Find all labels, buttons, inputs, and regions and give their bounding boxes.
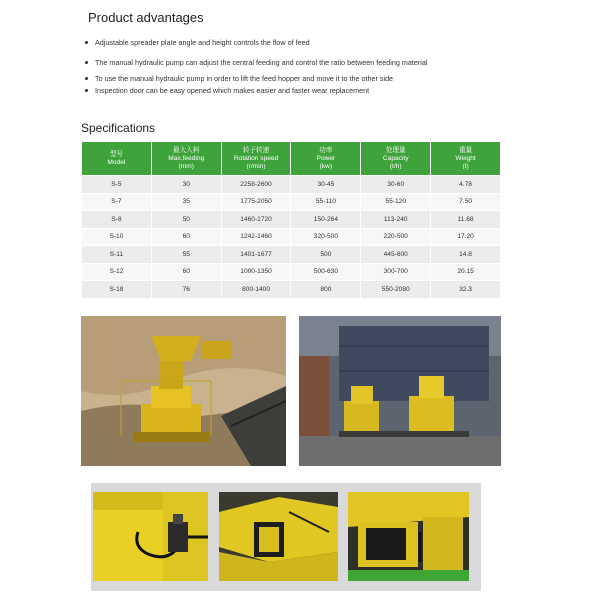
table-row (82, 176, 500, 193)
crusher-plant-photo (299, 316, 501, 466)
table-cell: S-11 (82, 246, 151, 263)
column-header-en: Power (316, 154, 336, 162)
feed-hopper-photo (219, 492, 338, 581)
table-cell: 30-60 (361, 176, 430, 193)
column-header-cn: 最大入料 (173, 146, 200, 154)
table-cell: 113-240 (361, 211, 430, 228)
table-cell: 55-110 (291, 194, 360, 211)
table-cell: 1775-2050 (222, 194, 291, 211)
table-cell: 60 (152, 264, 221, 281)
table-cell: 1242-1460 (222, 229, 291, 246)
table-cell: 2258-2600 (222, 176, 291, 193)
column-header (361, 142, 430, 175)
table-cell: 4.78 (431, 176, 500, 193)
table-cell: 800-1400 (222, 281, 291, 298)
table-cell: 11.68 (431, 211, 500, 228)
column-header-unit: (t/h) (389, 162, 402, 170)
table-cell: 35 (152, 194, 221, 211)
table-row (82, 211, 500, 228)
table-cell: 500 (291, 246, 360, 263)
column-header-cn: 重量 (458, 146, 473, 154)
table-header-row (82, 142, 500, 175)
advantage-item: Inspection door can be easy opened which makes easier and faster wear replacement (85, 86, 427, 95)
table-cell: 300-700 (361, 264, 430, 281)
column-header-en: Capacity (382, 154, 409, 162)
column-header-unit: (mm) (178, 162, 194, 170)
table-cell: 60 (152, 229, 221, 246)
column-header-en: Max.feeding (168, 154, 205, 162)
column-header-cn: 处理量 (385, 146, 406, 154)
table-cell: S-7 (82, 194, 151, 211)
column-header-unit: (r/min) (246, 162, 266, 170)
column-header (82, 142, 151, 175)
table-cell: 150-264 (291, 211, 360, 228)
specifications-heading: Specifications (81, 121, 156, 135)
table-cell: S-5 (82, 176, 151, 193)
table-cell: 30-45 (291, 176, 360, 193)
table-cell: S-8 (82, 211, 151, 228)
column-header-unit: (t) (462, 162, 469, 170)
table-cell: 220-500 (361, 229, 430, 246)
table-row (82, 246, 500, 263)
table-cell: 1000-1350 (222, 264, 291, 281)
column-header-en: Rotation speed (233, 154, 279, 162)
crusher-quarry-photo (81, 316, 286, 466)
table-cell: 14.8 (431, 246, 500, 263)
table-cell: 55-120 (361, 194, 430, 211)
column-header (222, 142, 291, 175)
column-header-unit: (kw) (319, 162, 333, 170)
advantages-list (85, 38, 427, 95)
advantage-item: The manual hydraulic pump can adjust the central feeding and control the ratio between feeding material (85, 58, 427, 67)
table-row (82, 194, 500, 211)
table-row (82, 281, 500, 298)
column-header-en: Weight (455, 154, 476, 162)
column-header (431, 142, 500, 175)
table-row (82, 229, 500, 246)
advantage-item: Adjustable spreader plate angle and height controls the flow of feed (85, 38, 427, 47)
product-advantages-heading: Product advantages (88, 10, 204, 25)
table-cell: 32.3 (431, 281, 500, 298)
table-cell: 800 (291, 281, 360, 298)
table-cell: 17.20 (431, 229, 500, 246)
table-body (82, 176, 500, 298)
table-cell: 50 (152, 211, 221, 228)
table-cell: S-18 (82, 281, 151, 298)
table-cell: 1460-1720 (222, 211, 291, 228)
column-header-cn: 转子转速 (242, 146, 270, 154)
table-cell: 7.50 (431, 194, 500, 211)
table-cell: S-12 (82, 264, 151, 281)
table-cell: 1401-1677 (222, 246, 291, 263)
inspection-door-photo (348, 492, 469, 581)
column-header (291, 142, 360, 175)
table-cell: 55 (152, 246, 221, 263)
column-header-cn: 型号 (109, 150, 123, 158)
table-cell: 20.15 (431, 264, 500, 281)
table-cell: 30 (152, 176, 221, 193)
column-header (152, 142, 221, 175)
table-cell: 445-600 (361, 246, 430, 263)
table-row (82, 264, 500, 281)
table-cell: 320-500 (291, 229, 360, 246)
hydraulic-pump-photo (93, 492, 208, 581)
table-cell: 76 (152, 281, 221, 298)
column-header-cn: 功率 (319, 146, 333, 154)
table-cell: 500-630 (291, 264, 360, 281)
column-header-en: Model (107, 158, 126, 166)
table-cell: 550-2080 (361, 281, 430, 298)
advantage-item: To use the manual hydraulic pump in order to lift the feed hopper and move it to the other side (85, 74, 427, 83)
specifications-table (81, 141, 501, 299)
table-cell: S-10 (82, 229, 151, 246)
